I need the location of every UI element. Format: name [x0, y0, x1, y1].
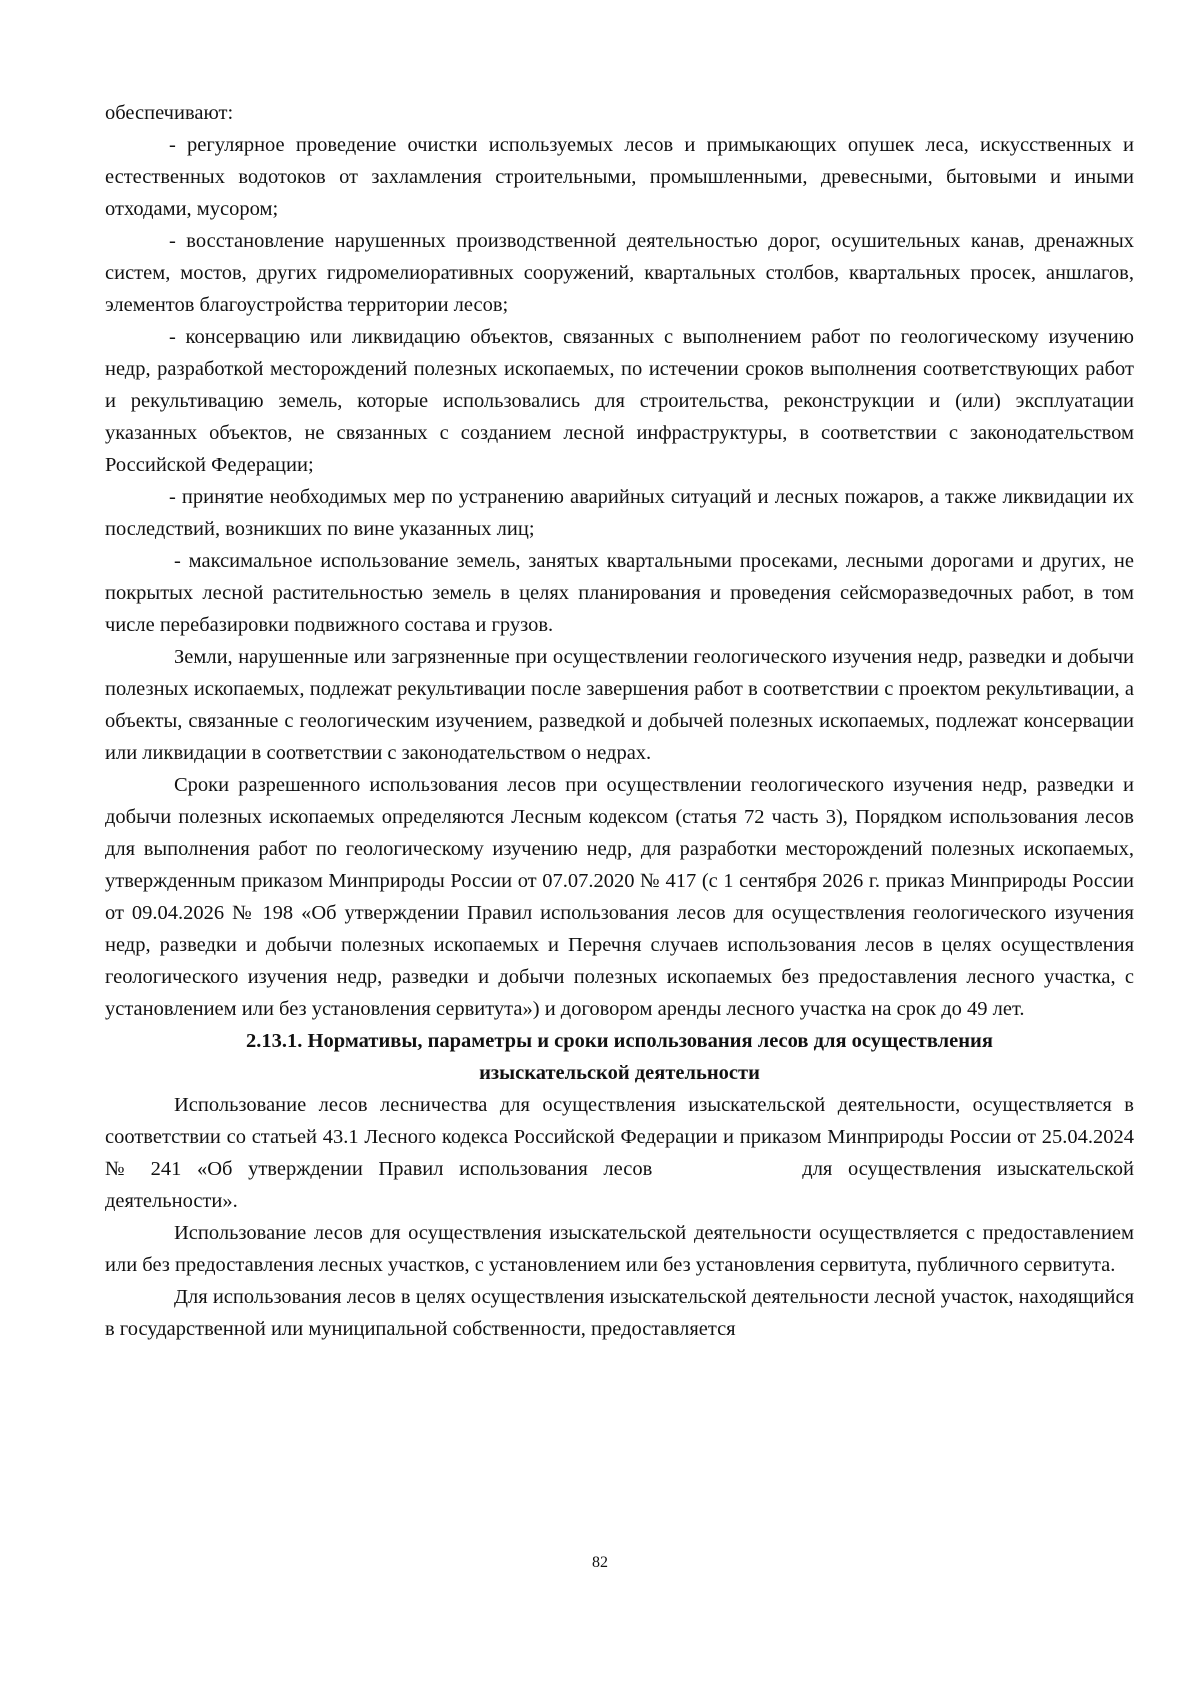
list-item: - максимальное использование земель, занятых квартальными просеками, лесными дорогами и других, не покрытых лесной растительностью земель в целях планирования и проведения сейсморазведочных работ, в том числе перебазировки подвижного состава и грузов. — [105, 550, 1134, 636]
paragraph-survey — [105, 1089, 1134, 1217]
page-number: 82 — [592, 1554, 608, 1571]
document-page — [105, 97, 1134, 1345]
list-item: - консервацию или ликвидацию объектов, связанных с выполнением работ по геологическому изучению недр, разработкой месторождений полезных ископаемых, по истечении сроков выполнения соответствующих работ и рекультивацию земель, которые использовались для строительства, реконструкции и (или) эксплуатации указанных объектов, не связанных с созданием лесной инфраструктуры, в соответствии с законодательством Российской Федерации; — [105, 326, 1134, 476]
paragraph-survey-main: Использование лесов лесничества для осуществления изыскательской деятельности, осуществляется в соответствии со статьей 43.1 Лесного кодекса Российской Федерации и приказом Минприроды России от 25.04.2024 № 241 «Об утверждении Правил использования лесов — [105, 1094, 1134, 1180]
intro-line: обеспечивают: — [105, 102, 234, 124]
paragraph-survey-tail: для осуществления изыскательской деятельности». — [105, 1158, 1135, 1212]
section-heading-line2: изыскательской деятельности — [479, 1062, 760, 1084]
list-item: - принятие необходимых мер по устранению аварийных ситуаций и лесных пожаров, а также ликвидации их последствий, возникших по вине указанных лиц; — [105, 486, 1134, 540]
list-item: - регулярное проведение очистки используемых лесов и примыкающих опушек леса, искусственных и естественных водотоков от захламления строительными, промышленными, древесными, бытовыми и иными отходами, мусором; — [105, 134, 1134, 220]
paragraph-recultivation: Земли, нарушенные или загрязненные при осуществлении геологического изучения недр, разведки и добычи полезных ископаемых, подлежат рекультивации после завершения работ в соответствии с проектом рекультивации, а объекты, связанные с геологическим изучением, разведкой и добычей полезных ископаемых, подлежат консервации или ликвидации в соответствии с законодательством о недрах. — [105, 646, 1134, 764]
paragraph-terms: Сроки разрешенного использования лесов при осуществлении геологического изучения недр, разведки и добычи полезных ископаемых определяются Лесным кодексом (статья 72 часть 3), Порядком использования лесов для выполнения работ по геологическому изучению недр, для разработки месторождений полезных ископаемых, утвержденным приказом Минприроды России от 07.07.2020 № 417 (с 1 сентября 2026 г. приказ Минприроды России от 09.04.2026 № 198 «Об утверждении Правил использования лесов для осуществления геологического изучения недр, разведки и добычи полезных ископаемых и Перечня случаев использования лесов в целях осуществления геологического изучения недр, разведки и добычи полезных ископаемых без предоставления лесного участка, с установлением или без установления сервитута») и договором аренды лесного участка на срок до 49 лет. — [105, 774, 1134, 1020]
list-item: - восстановление нарушенных производственной деятельностью дорог, осушительных канав, дренажных систем, мостов, других гидромелиоративных сооружений, квартальных столбов, квартальных просек, аншлагов, элементов благоустройства территории лесов; — [105, 230, 1134, 316]
paragraph-last: Для использования лесов в целях осуществления изыскательской деятельности лесной участок, находящийся в государственной или муниципальной собственности, предоставляется — [105, 1286, 1134, 1340]
section-heading-line1: 2.13.1. Нормативы, параметры и сроки использования лесов для осуществления — [246, 1030, 993, 1052]
section-heading — [105, 1025, 1134, 1089]
paragraph-provision: Использование лесов для осуществления изыскательской деятельности осуществляется с предоставлением или без предоставления лесных участков, с установлением или без установления сервитута, публичного сервитута. — [105, 1222, 1134, 1276]
